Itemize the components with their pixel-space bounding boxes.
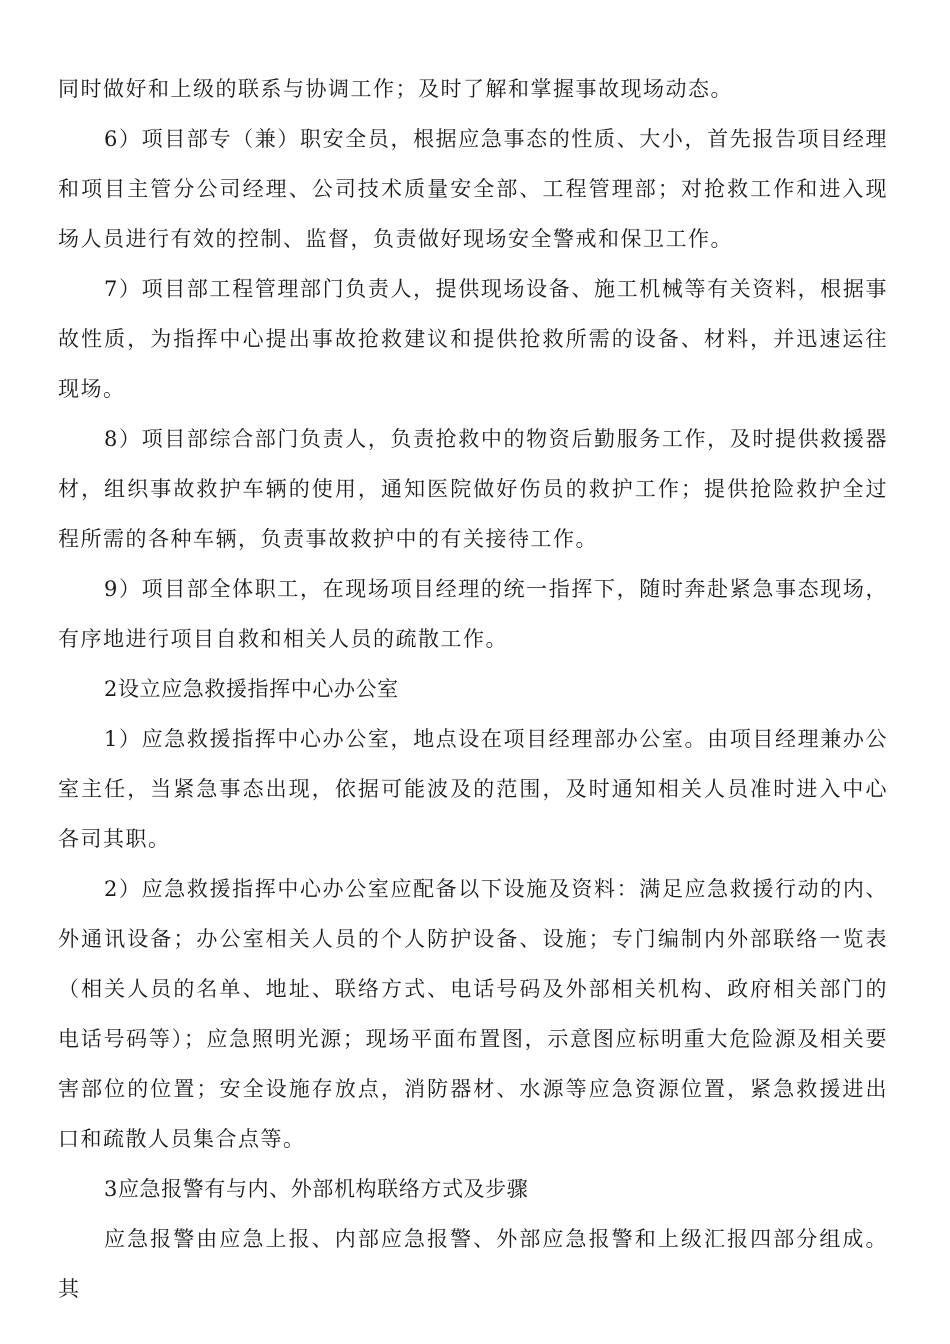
paragraph-office-2: 2）应急救援指挥中心办公室应配备以下设施及资料：满足应急救援行动的内、外通讯设备；办公室相关人员的个人防护设备、设施；专门编制内外部联络一览表（相关人员的名单、地址、联络方式、电话号码及外部相关机构、政府相关部门的电话号码等）；应急照明光源；现场平面布置图，示意图应标明重大危险源及相关要害部位的位置；安全设施存放点，消防器材、水源等应急资源位置，紧急救援进出口和疏散人员集合点等。 [58,877,888,1151]
document-body [58,64,888,1314]
paragraph-continuation: 同时做好和上级的联系与协调工作；及时了解和掌握事故现场动态。 [58,77,733,101]
paragraph-item-7: 7）项目部工程管理部门负责人，提供现场设备、施工机械等有关资料，根据事故性质，为指挥中心提出事故抢救建议和提供抢救所需的设备、材料，并迅速运往现场。 [58,277,888,401]
paragraph-item-9: 9）项目部全体职工，在现场项目经理的统一指挥下，随时奔赴紧急事态现场，有序地进行项目自救和相关人员的疏散工作。 [58,577,888,651]
paragraph-item-8: 8）项目部综合部门负责人，负责抢救中的物资后勤服务工作，及时提供救援器材，组织事故救护车辆的使用，通知医院做好伤员的救护工作；提供抢险救护全过程所需的各种车辆，负责事故救护中的有关接待工作。 [58,427,888,551]
paragraph-alarm-intro: 应急报警由应急上报、内部应急报警、外部应急报警和上级汇报四部分组成。其 [58,1227,888,1301]
paragraph-item-6: 6）项目部专（兼）职安全员，根据应急事态的性质、大小，首先报告项目经理和项目主管分公司经理、公司技术质量安全部、工程管理部；对抢救工作和进入现场人员进行有效的控制、监督，负责做好现场安全警戒和保卫工作。 [58,127,888,251]
section-heading-3: 3应急报警有与内、外部机构联络方式及步骤 [104,1177,529,1201]
paragraph-office-1: 1）应急救援指挥中心办公室，地点设在项目经理部办公室。由项目经理兼办公室主任，当紧急事态出现，依据可能波及的范围，及时通知相关人员准时进入中心各司其职。 [58,727,888,851]
section-heading-2: 2设立应急救援指挥中心办公室 [104,677,399,701]
